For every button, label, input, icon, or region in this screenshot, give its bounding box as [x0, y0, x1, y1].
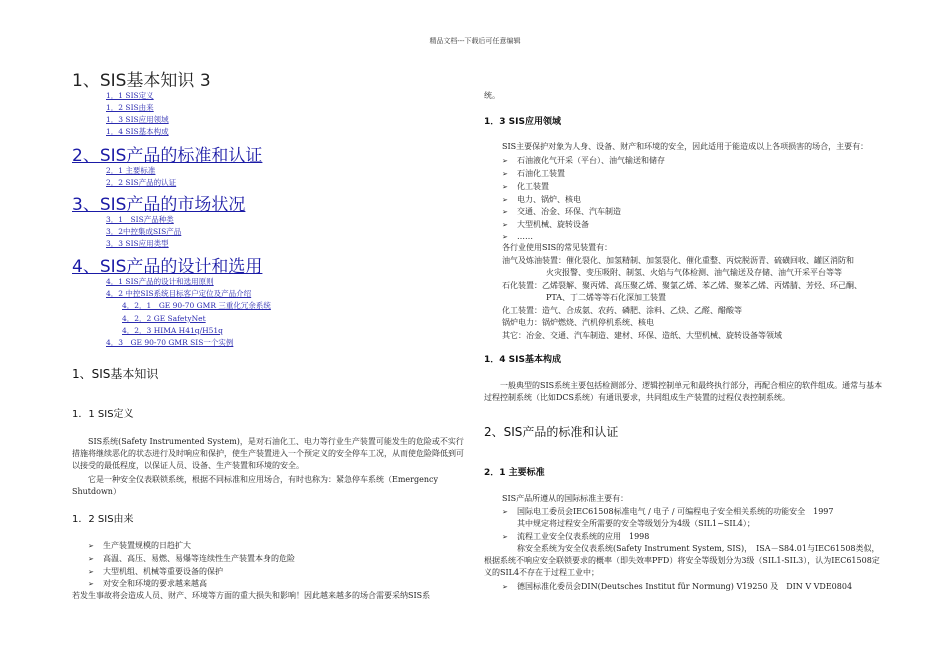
toc-subitem[interactable]: 4．2．1 GE 90-70 GMR 三重化冗余系统: [122, 301, 271, 310]
common-devices-line: 油气及炼油装置：催化裂化、加氢精制、加氢裂化、催化重整、丙烷脱沥青、硫磺回收、罐区消防和: [502, 256, 854, 265]
list-item: ➢ 流程工业安全仪表系统的应用 1998: [502, 531, 649, 543]
paragraph-composition: 一般典型的SIS系统主要包括检测部分、逻辑控制单元和最终执行部分，再配合相应的软件组成。通常与基本过程控制系统（比如DCS系统）有通讯要求，共同组成生产装置的过程仪表控制系统。: [484, 381, 883, 402]
list-item: ➢ 生产装置规模的日趋扩大: [88, 540, 191, 552]
list-item-detail: 称安全系统为安全仪表系统(Safety Instrument System, SIS)， ISA－S84.01与IEC61508类似，根据系统不响应安全联锁要求的概率（即失效率PFD）将安全等级划分为3级（SIL1-SIL3），认为IEC61508定义的SIL4不存在于过程工业中；: [484, 544, 880, 577]
heading-1-1: 1．1 SIS定义: [72, 409, 134, 420]
paragraph-continued: 统。: [484, 91, 500, 100]
toc-item[interactable]: 3．3 SIS应用类型: [106, 239, 169, 248]
paragraph-standards-intro: SIS产品所遵从的国际标准主要有：: [502, 494, 629, 503]
heading-1-2: 1．2 SIS由来: [72, 514, 134, 525]
toc-item[interactable]: 3．2中控集成SIS产品: [106, 227, 182, 236]
common-devices-line: 石化装置：乙烯裂解、聚丙烯、高压聚乙烯、聚氯乙烯、苯乙烯、聚苯乙烯、丙烯腈、芳烃、环己酮、: [502, 281, 862, 290]
paragraph-sis-definition: SIS系统(Safety Instrumented System)，是对石油化工、电力等行业生产装置可能发生的危险或不实行措施将继续恶化的状态进行及时响应和保护，使生产装置进入一个预定义的安全停车工况，从而使危险降低到可以接受的最低程度，以保证人员、设备、生产装置和环境的安全。: [72, 437, 464, 470]
common-devices-line: 其它：冶金、交通、汽车制造、建材、环保、造纸、大型机械、旋转设备等领域: [502, 331, 782, 340]
list-item: ➢ 对安全和环境的要求越来越高: [88, 578, 207, 590]
common-devices-line: 火灾报警、变压吸附、制氢、火焰与气体检测、油气输送及存储、油气开采平台等等: [546, 268, 842, 277]
list-item: ➢ 国际电工委员会IEC61508标准电气 / 电子 / 可编程电子安全相关系统的功能安全 1997: [502, 506, 834, 518]
toc-item[interactable]: 4．3 GE 90-70 GMR SIS一个实例: [106, 338, 234, 347]
toc-item[interactable]: 1．2 SIS由来: [106, 103, 154, 112]
doc-title: 1、SIS基本知识 3: [72, 71, 211, 91]
common-devices-line: 锅炉电力：锅炉燃烧、汽机停机系统、核电: [502, 318, 654, 327]
list-item: ➢ 交通、冶金、环保、汽车制造: [502, 206, 621, 218]
toc-item[interactable]: 2．2 SIS产品的认证: [106, 178, 177, 187]
list-item: ➢ 高温、高压、易燃、易爆等连续性生产装置本身的危险: [88, 553, 295, 565]
toc-item[interactable]: 4．2 中控SIS系统目标客户定位及产品介绍: [106, 289, 252, 298]
list-item-detail: 其中规定将过程安全所需要的安全等级划分为4级（SIL1~SIL4）；: [517, 519, 755, 528]
toc-item[interactable]: 3．1 SIS产品种类: [106, 215, 174, 224]
paragraph-sis-origin: 若发生事故将会造成人员、财产、环境等方面的重大损失和影响！因此越来越多的场合需要采纳SIS系: [72, 591, 431, 600]
paragraph-application: SIS主要保护对象为人身、设备、财产和环境的安全，因此适用于能造成以上各项损害的场合，主要有：: [502, 142, 869, 151]
toc-item[interactable]: 4．1 SIS产品的设计和选用原则: [106, 277, 214, 286]
toc-section[interactable]: 2、SIS产品的标准和认证: [72, 146, 263, 166]
list-item: ➢ 石油化工装置: [502, 168, 565, 180]
list-item: ➢ 大型机械、旋转设备: [502, 219, 589, 231]
section-heading-1: 1、SIS基本知识: [72, 367, 159, 381]
heading-2-1: 2．1 主要标准: [484, 468, 545, 478]
toc-item[interactable]: 1．3 SIS应用领域: [106, 115, 169, 124]
toc-subitem[interactable]: 4．2．3 HIMA H41q/H51q: [122, 326, 223, 335]
section-heading-2: 2、SIS产品的标准和认证: [484, 425, 619, 439]
list-item: ➢ 石油液化气开采（平台）、油气输送和储存: [502, 155, 665, 167]
toc-item[interactable]: 1．4 SIS基本构成: [106, 127, 169, 136]
list-item: ➢ 化工装置: [502, 181, 549, 193]
toc-section[interactable]: 4、SIS产品的设计和选用: [72, 257, 263, 277]
list-item: ➢ 德国标准化委员会DIN(Deutsches Institut für Normung) V19250 及 DIN V VDE0804: [502, 581, 852, 593]
list-item: ➢ 大型机组、机械等重要设备的保护: [88, 566, 223, 578]
toc-subitem[interactable]: 4．2．2 GE SafetyNet: [122, 314, 206, 323]
common-devices-line: 化工装置：造气、合成氨、农药、磷肥、涂料、乙炔、乙醛、醋酸等: [502, 306, 742, 315]
list-item: ➢ 电力、锅炉、核电: [502, 194, 581, 206]
list-item: ➢ ……: [502, 231, 533, 243]
paragraph-sis-alias: 它是一种安全仪表联锁系统，根据不同标准和应用场合，有时也称为：紧急停车系统（Emergency Shutdown）: [72, 475, 438, 496]
toc-item[interactable]: 2．1 主要标准: [106, 166, 156, 175]
common-devices-line: PTA、丁二烯等等石化深加工装置: [546, 293, 667, 302]
toc-section[interactable]: 3、SIS产品的市场状况: [72, 195, 246, 215]
header-note: 精品文档---下载后可任意编辑: [429, 37, 521, 45]
heading-1-3: 1．3 SIS应用领域: [484, 117, 561, 127]
toc-item[interactable]: 1．1 SIS定义: [106, 91, 154, 100]
common-devices-intro: 各行业使用SIS的常见装置有：: [502, 243, 613, 252]
heading-1-4: 1．4 SIS基本构成: [484, 355, 561, 365]
